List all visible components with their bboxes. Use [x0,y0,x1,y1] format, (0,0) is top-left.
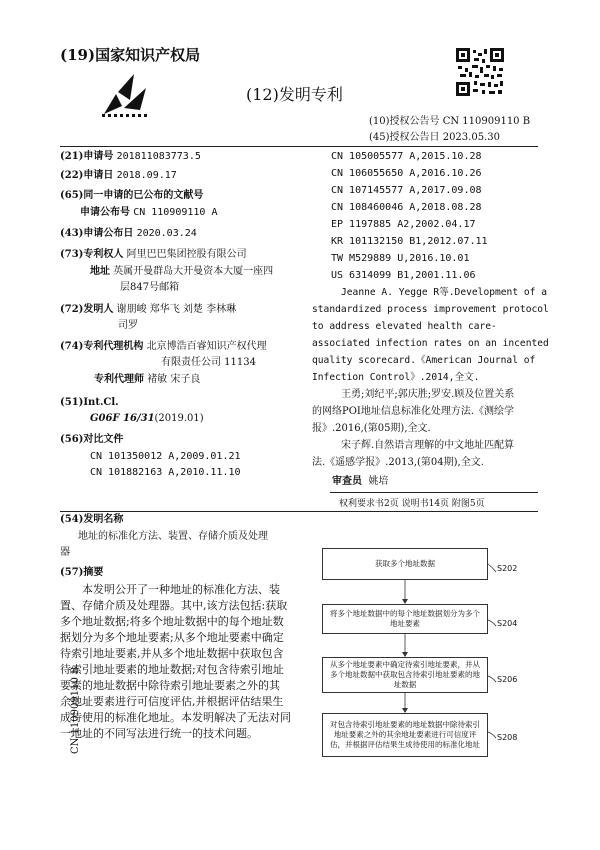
flow-label-4: S208 [497,733,518,742]
app-no-row: (21)申请号 201811083773.5 [60,151,201,162]
ref-en-2: standardized process improvement protocol [312,304,549,315]
ref-right-8: US 6314099 B1,2001.11.06 [331,270,476,281]
refs-label: (56)对比文件 [60,434,124,445]
pub-no-row: 申请公布号 CN 110909110 A [80,207,218,218]
header-rule [60,146,538,147]
flow-leader-4 [488,732,496,738]
examiner-row: 审查员 姚培 [332,476,389,487]
ref-right-3: CN 107145577 A,2017.09.08 [331,185,482,196]
title-label: (54)发明名称 [60,514,124,525]
invention-title-1: 地址的标准化方法、装置、存储介质及处理 [78,531,268,542]
ref-right-5: EP 1197885 A2,2002.04.17 [331,219,476,230]
ref-cn1-1: 王勇;刘纪平;郭庆胜;罗安.顾及位置关系 [341,389,515,400]
flow-connectors [300,540,520,770]
abstract-body: 本发明公开了一种地址的标准化方法、装 置、存储介质及处理器。其中,该方法包括:获取 多个地址数据;将多个地址数据中的每个地址数 据划分为多个地址要素;从多个地址要素中确定 待索引地址要素,并从多个地址数据中获取包含 待索引地址要素的地址数据;对包含待索引地址 要素的地址数据中除待索引地址要素之外的其 余地址要素进行可信度评估,并根据评估结果生 成待使用的标准化地址。本发明解决了无法对同 一地址的不同写法进行统一的技术问题。 [60,583,291,740]
intcl-row: G06F 16/31(2019.01) [90,413,204,424]
owner-row: (73)专利权人 阿里巴巴集团控股有限公司 [60,249,247,260]
flow-label-2: S204 [497,619,518,628]
doc-type: (12)发明专利 [246,85,343,104]
grant-pub-no: (10)授权公告号 CN 110909110 B [369,116,531,127]
biblio-bottom-rule [60,511,538,512]
ref-cn2-1: 宋子辉.自然语言理解的中文地址匹配算 [341,440,515,451]
side-pub-number: CN 110909110 B [70,666,81,754]
abstract-label: (57)摘要 [60,567,104,578]
flow-step-1: 获取多个地址数据 [322,548,488,580]
address-row: 地址 英属开曼群岛大开曼资本大厦一座四 [90,266,274,277]
intcl-label: (51)Int.Cl. [60,397,119,408]
flow-leader-1 [488,564,496,572]
inventors-row: (72)发明人 谢朋峻 郑华飞 刘楚 李林琳 [60,304,237,315]
ref-right-7: TW M529889 U,2016.10.01 [331,253,470,264]
pub-date-row: (43)申请公布日 2020.03.24 [60,228,197,239]
flow-arrowhead-1 [402,599,408,604]
flow-leader-2 [488,620,496,626]
ref-left-1: CN 101350012 A,2009.01.21 [90,451,241,462]
ref-right-6: KR 101132150 B1,2012.07.11 [331,236,488,247]
ref-left-2: CN 101882163 A,2010.11.10 [90,467,241,478]
ref-cn2-2: 法.《遥感学报》.2013,(第04期),全文. [312,457,484,468]
office-name: (19)国家知识产权局 [60,46,201,64]
ref-en-6: Infection Control》.2014,全文. [312,372,480,383]
ref-right-2: CN 106055650 A,2016.10.26 [331,168,482,179]
ref-cn1-2: 的网络POI地址信息标准化处理方法.《测绘学 [312,406,515,417]
ref-en-4: associated infection rates on an incented [312,338,549,349]
cnipa-emblem [94,70,158,122]
flow-step-3: 从多个地址要素中确定待索引地址要素，并从多个地址数据中获取包含待索引地址要素的地址数据 [322,657,488,693]
flow-arrowhead-3 [402,708,408,713]
invention-title-2: 器 [60,547,70,558]
ref-en-5: quality scorecard.《American Journal of [312,355,536,366]
grant-pub-date: (45)授权公告日 2023.05.30 [369,132,500,143]
flow-label-3: S206 [497,675,518,684]
qr-code [456,48,504,96]
ref-cn1-3: 报》.2016,(第05期),全文. [312,423,431,434]
flow-step-2: 将多个地址数据中的每个地址数据划分为多个地址要素 [322,604,488,634]
ref-right-4: CN 108460046 A,2018.08.28 [331,202,482,213]
page-count-rule [330,492,538,493]
flow-arrowhead-2 [402,652,408,657]
inventors-line-2: 司罗 [118,320,138,331]
agency-row: (74)专利代理机构 北京博浩百睿知识产权代理 [60,341,267,352]
flow-label-1: S202 [497,564,518,573]
page-counts: 权利要求书2页 说明书14页 附图5页 [339,499,485,509]
flow-step-4: 对包含待索引地址要素的地址数据中除待索引地址要素之外的其余地址要素进行可信度评估，并根据评估结果生成待使用的标准化地址 [322,713,488,757]
ref-en-3: to address elevated health care- [312,321,497,332]
prior-pub-label: (65)同一申请的已公布的文献号 [60,190,204,201]
agent-row: 专利代理师 褚敏 宋子良 [94,374,201,385]
app-date-row: (22)申请日 2018.09.17 [60,170,177,181]
ref-right-1: CN 105005577 A,2015.10.28 [331,151,482,162]
flow-leader-3 [488,676,496,682]
ref-en-1: Jeanne A. Yegge R等.Development of a [341,287,547,298]
agency-line-2: 有限责任公司 11134 [161,357,256,368]
address-line-2: 层847号邮箱 [120,282,180,293]
